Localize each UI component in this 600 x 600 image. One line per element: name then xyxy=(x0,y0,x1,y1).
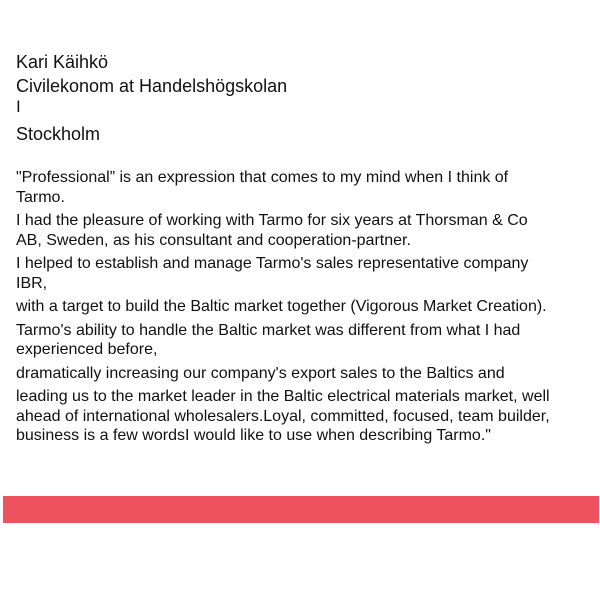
testimonial-paragraph: I helped to establish and manage Tarmo's sales representative company IBR, xyxy=(16,255,529,292)
author-title: Civilekonom at Handelshögskolan xyxy=(16,76,288,96)
testimonial-text xyxy=(16,168,556,450)
author-header xyxy=(16,50,576,146)
accent-bar xyxy=(3,496,599,523)
testimonial-paragraph: with a target to build the Baltic market together (Vigorous Market Creation). xyxy=(16,298,547,315)
testimonial-paragraph: "Professional” is an expression that comes to my mind when I think of Tarmo. xyxy=(16,169,509,206)
testimonial-paragraph: I had the pleasure of working with Tarmo for six years at Thorsman & Co AB, Sweden, as his consultant and cooperation-partner. xyxy=(16,212,528,249)
testimonial-paragraph: Tarmo's ability to handle the Baltic market was different from what I had experienced before, xyxy=(16,321,521,358)
testimonial-paragraph: leading us to the market leader in the Baltic electrical materials market, well ahead of international wholesalers.Loyal, committed, focused, team builder, business is a few wordsI would like to use when describing Tarmo." xyxy=(16,388,550,444)
author-separator: I xyxy=(16,97,21,116)
author-city: Stockholm xyxy=(16,124,101,144)
testimonial-paragraph: dramatically increasing our company's export sales to the Baltics and xyxy=(16,364,505,382)
author-name: Kari Käihkö xyxy=(16,52,109,72)
